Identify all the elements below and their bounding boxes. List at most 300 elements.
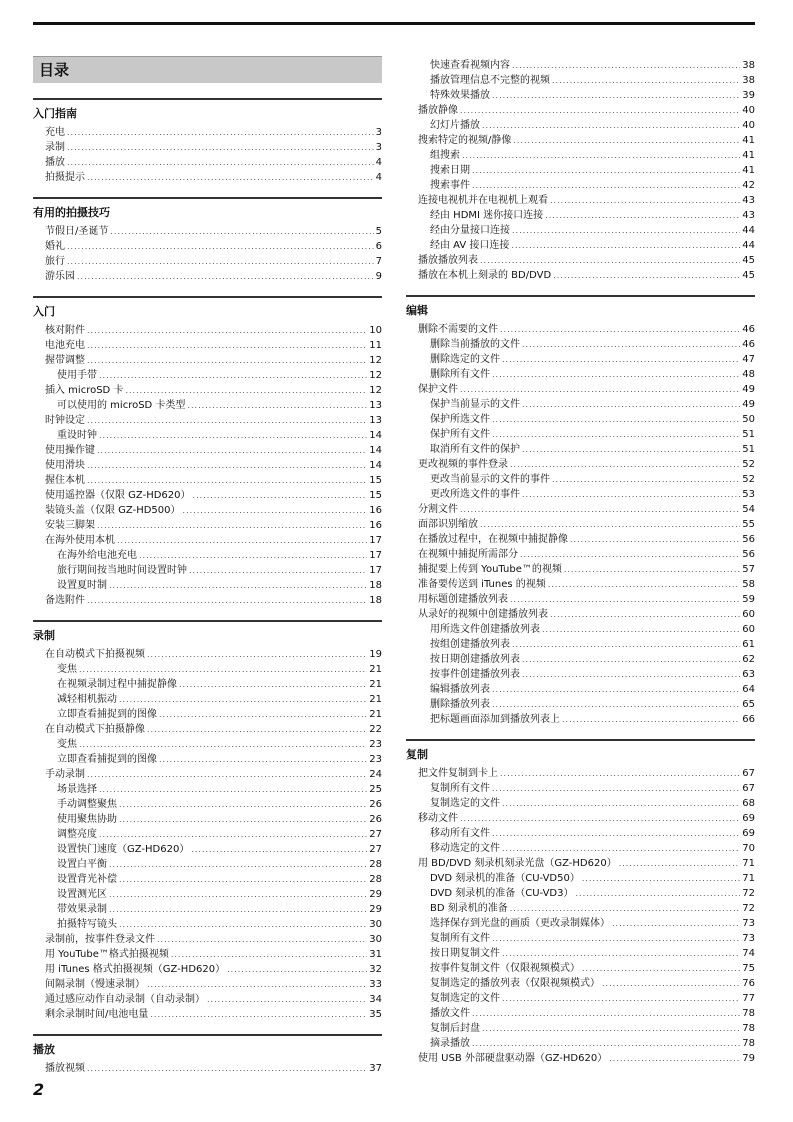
- dot-leader: [602, 976, 740, 991]
- toc-entry-title: 握住本机: [45, 475, 85, 486]
- toc-entry[interactable]: [33, 827, 382, 842]
- dot-leader: [99, 827, 367, 842]
- dot-leader: [119, 812, 367, 827]
- toc-entry[interactable]: [33, 323, 382, 338]
- toc-entry-page: 30: [369, 919, 382, 930]
- toc-entry[interactable]: [33, 473, 382, 488]
- toc-entry[interactable]: [406, 1036, 755, 1051]
- toc-entry-title: 按事件复制文件（仅限视频模式）: [430, 963, 580, 974]
- toc-entry[interactable]: [406, 118, 755, 133]
- dot-leader: [87, 413, 367, 428]
- toc-entry-title: 更改所选文件的事件: [430, 489, 520, 500]
- toc-entry-title: 复制选定的播放列表（仅限视频模式）: [430, 978, 600, 989]
- toc-entry[interactable]: [406, 193, 755, 208]
- toc-entry[interactable]: [406, 208, 755, 223]
- dot-leader: [472, 163, 740, 178]
- toc-entry[interactable]: [406, 841, 755, 856]
- dot-leader: [502, 841, 740, 856]
- toc-entry-title: 取消所有文件的保护: [430, 444, 520, 455]
- toc-entry-title: 经由 HDMI 迷你接口连接: [430, 210, 544, 221]
- toc-entry[interactable]: [33, 917, 382, 932]
- dot-leader: [502, 352, 740, 367]
- toc-entry-page: 12: [369, 355, 382, 366]
- toc-entry-page: 52: [742, 474, 755, 485]
- toc-entry-title: 设置夏时制: [57, 580, 107, 591]
- toc-entry-title: 更改当前显示的文件的事件: [430, 474, 550, 485]
- dot-leader: [492, 427, 740, 442]
- toc-entry[interactable]: [406, 238, 755, 253]
- toc-entry-title: 面部识别缩放: [418, 519, 478, 530]
- dot-leader: [79, 662, 367, 677]
- toc-entry-title: 拍摄提示: [45, 172, 85, 183]
- toc-entry-title: 复制所有文件: [430, 783, 490, 794]
- toc-entry-title: 移动文件: [418, 813, 458, 824]
- toc-entry-title: 剩余录制时间/电池电量: [45, 1009, 149, 1020]
- toc-entry-title: 按事件创建播放列表: [430, 669, 520, 680]
- toc-entry[interactable]: [406, 547, 755, 562]
- dot-leader: [510, 901, 741, 916]
- toc-entry[interactable]: [33, 353, 382, 368]
- toc-entry-page: 10: [369, 325, 382, 336]
- toc-entry-title: DVD 刻录机的准备（CU-VD50）: [430, 873, 580, 884]
- toc-entry-page: 37: [369, 1063, 382, 1074]
- toc-entry-title: 手动调整聚焦: [57, 799, 117, 810]
- toc-entry-title: 插入 microSD 卡: [45, 385, 124, 396]
- toc-entry-title: 装镜头盖（仅限 GZ-HD500）: [45, 505, 181, 516]
- dot-leader: [492, 367, 740, 382]
- toc-entry[interactable]: [33, 692, 382, 707]
- toc-entry-title: 旅行: [45, 256, 65, 267]
- toc-entry[interactable]: [406, 667, 755, 682]
- dot-leader: [460, 382, 740, 397]
- dot-leader: [562, 712, 740, 727]
- dot-leader: [183, 503, 368, 518]
- toc-entry-page: 46: [742, 339, 755, 350]
- toc-entry[interactable]: [406, 961, 755, 976]
- toc-entry-page: 38: [742, 60, 755, 71]
- toc-entry[interactable]: [406, 58, 755, 73]
- toc-entry[interactable]: [33, 593, 382, 608]
- toc-entry[interactable]: [33, 1007, 382, 1022]
- dot-leader: [522, 442, 740, 457]
- toc-entry-title: 在自动模式下拍摄视频: [45, 649, 145, 660]
- dot-leader: [67, 239, 374, 254]
- toc-entry[interactable]: [33, 722, 382, 737]
- toc-entry[interactable]: [406, 397, 755, 412]
- toc-entry-page: 78: [742, 1023, 755, 1034]
- dot-leader: [179, 677, 367, 692]
- toc-entry[interactable]: [33, 254, 382, 269]
- dot-leader: [522, 337, 740, 352]
- toc-entry-page: 72: [742, 903, 755, 914]
- dot-leader: [619, 856, 741, 871]
- toc-entry[interactable]: [33, 338, 382, 353]
- toc-entry[interactable]: [406, 991, 755, 1006]
- toc-entry-page: 29: [369, 889, 382, 900]
- dot-leader: [87, 767, 367, 782]
- toc-entry[interactable]: [406, 367, 755, 382]
- dot-leader: [171, 947, 367, 962]
- toc-entry-page: 55: [742, 519, 755, 530]
- toc-entry-title: 在自动模式下拍摄静像: [45, 724, 145, 735]
- toc-entry-title: 调整亮度: [57, 829, 97, 840]
- toc-entry-page: 7: [375, 256, 382, 267]
- toc-entry-page: 14: [369, 445, 382, 456]
- dot-leader: [460, 811, 740, 826]
- toc-entry[interactable]: [33, 782, 382, 797]
- toc-entry[interactable]: [33, 398, 382, 413]
- toc-entry[interactable]: [406, 931, 755, 946]
- dot-leader: [575, 886, 740, 901]
- toc-entry-page: 32: [369, 964, 382, 975]
- toc-entry[interactable]: [33, 1061, 382, 1076]
- dot-leader: [609, 1051, 740, 1066]
- toc-entry-page: 43: [742, 210, 755, 221]
- toc-entry[interactable]: [33, 518, 382, 533]
- dot-leader: [582, 961, 740, 976]
- toc-entry-title: 设置白平衡: [57, 859, 107, 870]
- toc-entry[interactable]: [33, 533, 382, 548]
- toc-entry-title: 婚礼: [45, 241, 65, 252]
- toc-entry-page: 3: [375, 142, 382, 153]
- dot-leader: [87, 458, 367, 473]
- toc-entry-title: DVD 刻录机的准备（CU-VD3）: [430, 888, 574, 899]
- section-heading: 有用的拍摄技巧: [33, 197, 382, 220]
- toc-entry[interactable]: [33, 224, 382, 239]
- toc-entry[interactable]: [33, 383, 382, 398]
- toc-entry-title: 幻灯片播放: [430, 120, 480, 131]
- dot-leader: [157, 932, 367, 947]
- toc-entry-page: 29: [369, 904, 382, 915]
- toc-entry[interactable]: [33, 140, 382, 155]
- dot-leader: [512, 58, 740, 73]
- toc-entry[interactable]: [33, 662, 382, 677]
- dot-leader: [67, 140, 374, 155]
- toc-entry[interactable]: [33, 767, 382, 782]
- toc-entry-page: 53: [742, 489, 755, 500]
- toc-entry[interactable]: [33, 155, 382, 170]
- toc-entry-page: 66: [742, 714, 755, 725]
- dot-leader: [570, 532, 740, 547]
- toc-entry-title: 间隔录制（慢速录制）: [45, 979, 145, 990]
- toc-entry[interactable]: [33, 239, 382, 254]
- toc-entry[interactable]: [33, 752, 382, 767]
- dot-leader: [502, 796, 740, 811]
- toc-entry-title: 带效果录制: [57, 904, 107, 915]
- toc-entry[interactable]: [33, 488, 382, 503]
- dot-leader: [187, 398, 367, 413]
- toc-entry-title: 快速查看视频内容: [430, 60, 510, 71]
- toc-entry-title: 设置测光区: [57, 889, 107, 900]
- toc-entry[interactable]: [33, 812, 382, 827]
- toc-entry[interactable]: [406, 268, 755, 283]
- toc-entry[interactable]: [33, 578, 382, 593]
- dot-leader: [550, 193, 740, 208]
- toc-entry[interactable]: [33, 797, 382, 812]
- toc-entry-page: 59: [742, 594, 755, 605]
- toc-entry-page: 16: [369, 505, 382, 516]
- toc-entry[interactable]: [406, 856, 755, 871]
- toc-entry[interactable]: [406, 532, 755, 547]
- toc-entry-title: 使用 USB 外部硬盘驱动器（GZ-HD620）: [418, 1053, 608, 1064]
- toc-entry-title: 在海外给电池充电: [57, 550, 137, 561]
- toc-entry[interactable]: [406, 1006, 755, 1021]
- toc-entry-title: 移动选定的文件: [430, 843, 500, 854]
- toc-entry[interactable]: [33, 458, 382, 473]
- toc-entry[interactable]: [33, 170, 382, 185]
- toc-entry-page: 51: [742, 429, 755, 440]
- dot-leader: [500, 766, 740, 781]
- toc-entry-title: 可以使用的 microSD 卡类型: [57, 400, 186, 411]
- toc-entry[interactable]: [406, 697, 755, 712]
- toc-entry[interactable]: [406, 1021, 755, 1036]
- toc-entry-page: 58: [742, 579, 755, 590]
- toc-entry-page: 70: [742, 843, 755, 854]
- toc-entry-title: 在海外使用本机: [45, 535, 115, 546]
- dot-leader: [564, 562, 740, 577]
- toc-entry-page: 73: [742, 918, 755, 929]
- dot-leader: [67, 125, 374, 140]
- toc-entry[interactable]: [406, 487, 755, 502]
- toc-entry-title: 变焦: [57, 739, 77, 750]
- dot-leader: [500, 322, 740, 337]
- toc-entry[interactable]: [406, 871, 755, 886]
- dot-leader: [97, 518, 367, 533]
- toc-entry[interactable]: [406, 796, 755, 811]
- toc-entry-page: 21: [369, 664, 382, 675]
- toc-entry-page: 78: [742, 1008, 755, 1019]
- toc-entry[interactable]: [33, 125, 382, 140]
- dot-leader: [87, 593, 367, 608]
- toc-entry-page: 77: [742, 993, 755, 1004]
- toc-entry[interactable]: [33, 413, 382, 428]
- toc-entry-title: 把文件复制到卡上: [418, 768, 498, 779]
- dot-leader: [159, 707, 367, 722]
- toc-section: [33, 296, 382, 608]
- toc-title: 目录: [33, 56, 382, 83]
- toc-entry[interactable]: [406, 712, 755, 727]
- toc-entry[interactable]: [406, 622, 755, 637]
- toc-entry[interactable]: [406, 148, 755, 163]
- dot-leader: [87, 170, 374, 185]
- toc-entry[interactable]: [406, 811, 755, 826]
- toc-entry-title: 使用滑块: [45, 460, 85, 471]
- toc-entry[interactable]: [406, 976, 755, 991]
- dot-leader: [99, 428, 367, 443]
- toc-entry[interactable]: [33, 269, 382, 284]
- dot-leader: [147, 647, 367, 662]
- toc-entry[interactable]: [406, 472, 755, 487]
- toc-entry[interactable]: [406, 442, 755, 457]
- toc-entry-title: 核对附件: [45, 325, 85, 336]
- toc-entry-title: 用所选文件创建播放列表: [430, 624, 540, 635]
- toc-entry[interactable]: [406, 682, 755, 697]
- toc-entry[interactable]: [33, 902, 382, 917]
- toc-entry[interactable]: [406, 352, 755, 367]
- toc-entry-title: 录制前，按事件登录文件: [45, 934, 155, 945]
- toc-entry-title: 拍摄特写镜头: [57, 919, 117, 930]
- toc-entry-page: 11: [369, 340, 382, 351]
- toc-entry[interactable]: [33, 548, 382, 563]
- toc-entry-page: 60: [742, 624, 755, 635]
- toc-entry[interactable]: [33, 677, 382, 692]
- toc-entry[interactable]: [406, 637, 755, 652]
- toc-entry[interactable]: [406, 103, 755, 118]
- toc-entry[interactable]: [33, 647, 382, 662]
- dot-leader: [87, 473, 367, 488]
- dot-leader: [159, 752, 367, 767]
- toc-entry[interactable]: [33, 443, 382, 458]
- toc-entry[interactable]: [33, 872, 382, 887]
- toc-entry[interactable]: [406, 607, 755, 622]
- toc-entry-page: 73: [742, 933, 755, 944]
- toc-entry[interactable]: [406, 382, 755, 397]
- toc-entry[interactable]: [406, 592, 755, 607]
- toc-entry-title: 搜索特定的视频/静像: [418, 135, 512, 146]
- toc-entry-page: 48: [742, 369, 755, 380]
- dot-leader: [87, 353, 367, 368]
- toc-entry-title: 时钟设定: [45, 415, 85, 426]
- toc-entry-page: 43: [742, 195, 755, 206]
- toc-entry-page: 45: [742, 255, 755, 266]
- toc-entry[interactable]: [406, 88, 755, 103]
- toc-entry[interactable]: [406, 517, 755, 532]
- toc-entry-page: 13: [369, 415, 382, 426]
- toc-entry-title: 从录好的视频中创建播放列表: [418, 609, 548, 620]
- toc-entry[interactable]: [406, 946, 755, 961]
- toc-entry[interactable]: [33, 707, 382, 722]
- dot-leader: [542, 622, 740, 637]
- toc-entry-title: 选择保存到光盘的画质（更改录制媒体）: [430, 918, 610, 929]
- toc-entry[interactable]: [33, 503, 382, 518]
- toc-entry[interactable]: [406, 562, 755, 577]
- dot-leader: [510, 457, 740, 472]
- toc-entry-page: 27: [369, 829, 382, 840]
- toc-entry[interactable]: [33, 977, 382, 992]
- toc-entry-page: 44: [742, 225, 755, 236]
- toc-entry-title: 更改视频的事件登录: [418, 459, 508, 470]
- toc-entry[interactable]: [406, 901, 755, 916]
- dot-leader: [522, 397, 740, 412]
- toc-entry[interactable]: [406, 253, 755, 268]
- dot-leader: [472, 1036, 740, 1051]
- toc-entry-title: 按日期创建播放列表: [430, 654, 520, 665]
- toc-entry[interactable]: [406, 223, 755, 238]
- toc-entry-title: 使用操作键: [45, 445, 95, 456]
- toc-entry-page: 26: [369, 814, 382, 825]
- toc-entry[interactable]: [406, 781, 755, 796]
- dot-leader: [67, 155, 374, 170]
- toc-entry-page: 26: [369, 799, 382, 810]
- toc-entry[interactable]: [33, 932, 382, 947]
- toc-entry[interactable]: [406, 337, 755, 352]
- toc-entry[interactable]: [406, 766, 755, 781]
- dot-leader: [492, 931, 740, 946]
- toc-entry[interactable]: [406, 886, 755, 901]
- toc-entry-page: 64: [742, 684, 755, 695]
- toc-entry-title: 删除所有文件: [430, 369, 490, 380]
- toc-entry[interactable]: [406, 1051, 755, 1066]
- toc-entry[interactable]: [406, 502, 755, 517]
- toc-entry[interactable]: [406, 577, 755, 592]
- toc-entry-page: 57: [742, 564, 755, 575]
- toc-entry[interactable]: [33, 947, 382, 962]
- toc-entry[interactable]: [33, 563, 382, 578]
- toc-entry-title: 在视频录制过程中捕捉静像: [57, 679, 177, 690]
- toc-entry[interactable]: [406, 133, 755, 148]
- toc-entry-title: 录制: [45, 142, 65, 153]
- toc-entry-title: 用标题创建播放列表: [418, 594, 508, 605]
- dot-leader: [207, 992, 367, 1007]
- dot-leader: [109, 887, 367, 902]
- toc-entry-title: 播放文件: [430, 1008, 470, 1019]
- toc-entry[interactable]: [33, 842, 382, 857]
- toc-section: [33, 197, 382, 284]
- dot-leader: [125, 383, 367, 398]
- dot-leader: [612, 916, 740, 931]
- toc-entry-title: 在视频中捕捉所需部分: [418, 549, 518, 560]
- toc-entry[interactable]: [33, 368, 382, 383]
- toc-entry[interactable]: [406, 826, 755, 841]
- dot-leader: [511, 238, 740, 253]
- dot-leader: [502, 991, 740, 1006]
- toc-entry-page: 12: [369, 385, 382, 396]
- toc-section: [33, 620, 382, 1022]
- toc-entry-title: 设置快门速度（GZ-HD620）: [57, 844, 190, 855]
- toc-entry-title: 用 YouTube™格式拍摄视频: [45, 949, 169, 960]
- toc-entry-page: 31: [369, 949, 382, 960]
- dot-leader: [582, 871, 740, 886]
- dot-leader: [117, 533, 367, 548]
- toc-entry[interactable]: [406, 322, 755, 337]
- dot-leader: [87, 338, 367, 353]
- toc-entry[interactable]: [406, 457, 755, 472]
- toc-entry-page: 56: [742, 534, 755, 545]
- toc-entry[interactable]: [406, 73, 755, 88]
- section-heading: 录制: [33, 620, 382, 643]
- toc-entry-page: 21: [369, 709, 382, 720]
- toc-entry[interactable]: [33, 887, 382, 902]
- toc-entry-page: 78: [742, 1038, 755, 1049]
- toc-entry-page: 44: [742, 240, 755, 251]
- toc-entry[interactable]: [33, 857, 382, 872]
- toc-entry[interactable]: [33, 992, 382, 1007]
- toc-entry[interactable]: [406, 163, 755, 178]
- toc-entry-title: 复制后封盘: [430, 1023, 480, 1034]
- toc-entry[interactable]: [33, 428, 382, 443]
- dot-leader: [462, 148, 740, 163]
- dot-leader: [545, 208, 740, 223]
- toc-entry[interactable]: [406, 427, 755, 442]
- toc-entry-title: 摘录播放: [430, 1038, 470, 1049]
- toc-entry-page: 14: [369, 430, 382, 441]
- toc-entry[interactable]: [406, 652, 755, 667]
- toc-entry[interactable]: [33, 737, 382, 752]
- toc-entry-title: 设置背光补偿: [57, 874, 117, 885]
- toc-entry-page: 19: [369, 649, 382, 660]
- toc-entry-title: 复制选定的文件: [430, 993, 500, 1004]
- toc-entry[interactable]: [33, 962, 382, 977]
- toc-entry-page: 9: [375, 271, 382, 282]
- dot-leader: [492, 781, 740, 796]
- toc-entry[interactable]: [406, 412, 755, 427]
- toc-entry-title: 立即查看捕捉到的图像: [57, 754, 157, 765]
- dot-leader: [482, 118, 740, 133]
- toc-entry[interactable]: [406, 178, 755, 193]
- toc-entry-title: 分割文件: [418, 504, 458, 515]
- toc-entry[interactable]: [406, 916, 755, 931]
- toc-entry-page: 42: [742, 180, 755, 191]
